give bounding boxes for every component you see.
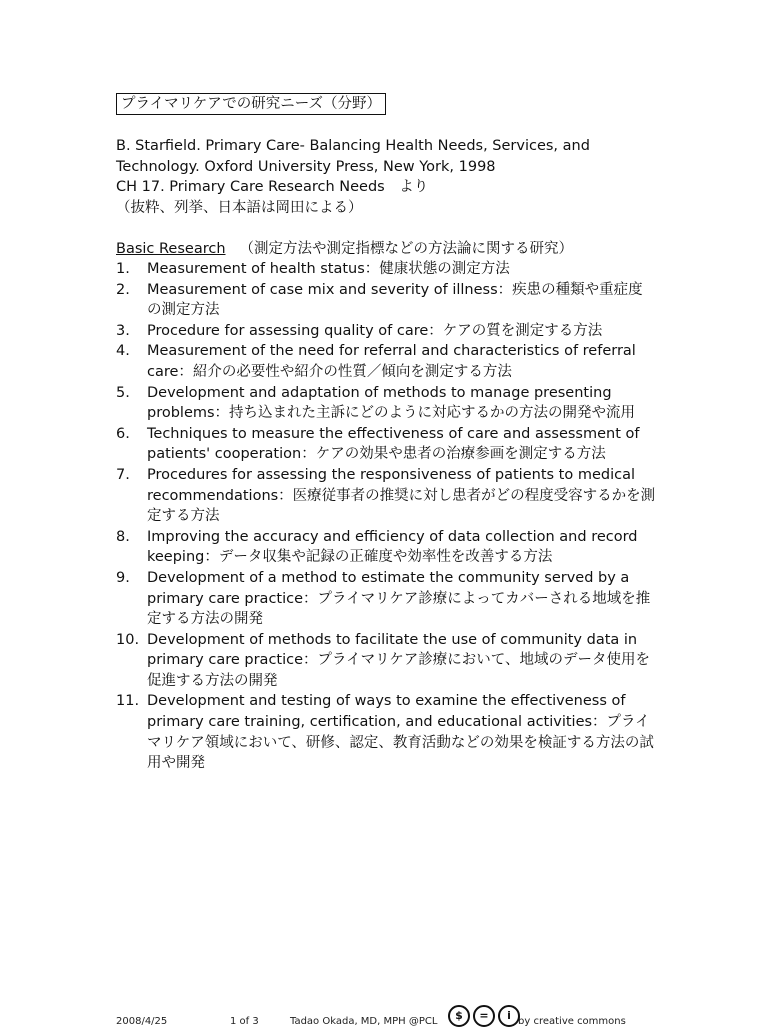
list-item: [116, 568, 656, 630]
item-number: 6.: [116, 425, 130, 442]
list-item: [116, 383, 656, 424]
list-item: [116, 341, 656, 382]
item-number: 3.: [116, 322, 130, 339]
item-number: 10.: [116, 631, 140, 648]
list-item: [116, 691, 656, 773]
item-text: Procedures for assessing the responsiveness of patients to medical recommendations：医療従事者の推奨に対し患者がどの程度受容するかを測定する方法: [147, 466, 656, 525]
item-number: 8.: [116, 528, 130, 545]
document-title: プライマリケアでの研究ニーズ（分野）: [116, 93, 386, 115]
page-footer: [0, 1010, 768, 1027]
item-text: Development and testing of ways to examine the effectiveness of primary care training, certification, and educational activities：プライマリケア領域において、研修、認定、教育活動などの効果を検証する方法の試用や開発: [147, 693, 654, 772]
item-text: Improving the accuracy and efficiency of data collection and record keeping：データ収集や記録の正確度や効率性を改善する方法: [147, 528, 638, 566]
citation-line-3: CH 17. Primary Care Research Needs より: [116, 179, 429, 196]
item-text: Measurement of the need for referral and characteristics of referral care：紹介の必要性や紹介の性質／傾向を測定する方法: [147, 343, 636, 380]
license-icons: [448, 1004, 523, 1026]
footer-author: Tadao Okada, MD, MPH @PCL: [290, 1016, 438, 1027]
item-number: 5.: [116, 384, 130, 401]
item-number: 1.: [116, 261, 130, 277]
footer-date: 2008/4/25: [116, 1016, 168, 1027]
list-item: [116, 630, 656, 692]
item-number: 7.: [116, 466, 130, 483]
footer-license: by creative commons: [518, 1016, 626, 1027]
list-item: [116, 321, 656, 342]
footer-page-number: 1 of 3: [230, 1016, 259, 1027]
research-list: [116, 259, 656, 774]
item-text: Development of a method to estimate the community served by a primary care practice：プライマリケア診療によってカバーされる地域を推定する方法の開発: [147, 569, 651, 628]
citation-note: （抜粋、列挙、日本語は岡田による）: [116, 199, 363, 216]
list-item: [116, 424, 656, 465]
list-item: [116, 465, 656, 527]
section-heading: [116, 239, 573, 260]
citation-line-2: Technology. Oxford University Press, New York, 1998: [116, 158, 496, 175]
nd-icon: =: [473, 1005, 495, 1027]
item-text: Development of methods to facilitate the use of community data in primary care practice：プライマリケア診療において、地域のデータ使用を促進する方法の開発: [147, 631, 650, 689]
item-text: Development and adaptation of methods to manage presenting problems：持ち込まれた主訴にどのように対応するかの方法の開発や流用: [147, 384, 636, 422]
item-number: 11.: [116, 693, 140, 710]
section-title: Basic Research: [116, 241, 226, 257]
item-number: 2.: [116, 281, 130, 298]
item-number: 4.: [116, 343, 130, 360]
citation-line-1: B. Starfield. Primary Care- Balancing Health Needs, Services, and: [116, 138, 590, 154]
item-number: 9.: [116, 569, 130, 586]
item-text: Techniques to measure the effectiveness of care and assessment of patients' cooperation：ケアの効果や患者の治療参画を測定する方法: [147, 425, 640, 463]
item-text: Measurement of case mix and severity of illness：疾患の種類や重症度の測定方法: [147, 281, 643, 319]
list-item: [116, 280, 656, 321]
by-icon: i: [498, 1005, 520, 1027]
item-text: Measurement of health status：健康状態の測定方法: [147, 261, 510, 277]
nc-icon: $: [448, 1005, 470, 1027]
section-note: （測定方法や測定指標などの方法論に関する研究）: [239, 241, 574, 257]
item-text: Procedure for assessing quality of care：ケアの質を測定する方法: [147, 322, 603, 339]
citation-block: [116, 136, 676, 218]
list-item: [116, 259, 656, 280]
list-item: [116, 527, 656, 568]
